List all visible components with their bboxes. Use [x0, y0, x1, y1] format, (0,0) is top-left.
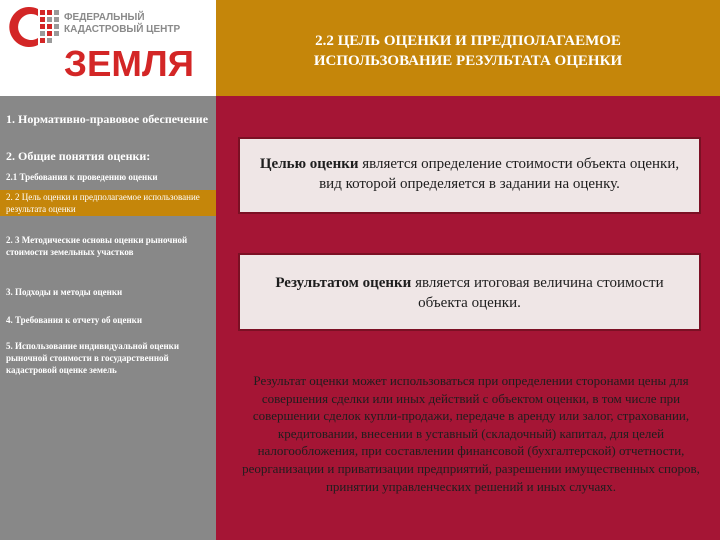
goal-definition-box [238, 137, 701, 214]
slide-title-line1: 2.2 ЦЕЛЬ ОЦЕНКИ И ПРЕДПОЛАГАЕМОЕ [315, 33, 621, 49]
sidebar-item-report[interactable]: 4. Требования к отчету об оценки [6, 315, 143, 325]
logo-graphic [0, 0, 216, 96]
result-definition-box [238, 253, 701, 331]
sidebar-item-concepts[interactable]: 2. Общие понятия оценки: [6, 149, 151, 163]
usage-paragraph: Результат оценки может использоваться при определении сторонами цены для совершения сделки или иных действий с объектом оценки, в том числе при совершении сделок купли-продажи, передаче в аренду или залог, страховании, кредитовании, внесении в уставный (складочный) капитал, для целей налогообложения, при составлении финансовой (бухгалтерской) отчетности, реорганизации и приватизации предприятий, разрешении имущественных споров, принятии управленческих решений и иных случаях. [242, 373, 700, 494]
goal-term: Целью оценки [259, 156, 359, 172]
result-term: Результатом оценки [275, 275, 412, 291]
logo-line2: КАДАСТРОВЫЙ ЦЕНТР [64, 24, 181, 35]
sidebar-item-methods-basis[interactable]: 2. 3 Методические основы оценки рыночной стоимости земельных участков [6, 235, 188, 257]
sidebar-item-approaches[interactable]: 3. Подходы и методы оценки [6, 287, 123, 297]
logo-emblem-icon [9, 7, 59, 47]
logo-brand: ЗЕМЛЯ [64, 43, 194, 84]
sidebar-item-legal[interactable]: 1. Нормативно-правовое обеспечение [6, 112, 209, 126]
sidebar-item-current-goal[interactable]: 2. 2 Цель оценки и предполагаемое использование результата оценки [0, 190, 216, 216]
sidebar-item-cadastral[interactable]: 5. Использование индивидуальной оценки рыночной стоимости в государственной кадастровой оценке земель [6, 341, 180, 375]
sidebar-item-requirements[interactable]: 2.1 Требования к проведению оценки [6, 172, 158, 182]
logo-line1: ФЕДЕРАЛЬНЫЙ [64, 12, 145, 23]
logo [0, 0, 216, 96]
slide-title [216, 31, 720, 71]
sidebar [0, 96, 216, 540]
result-text: является итоговая величина стоимости объекта оценки. [411, 275, 664, 311]
header-bar [216, 0, 720, 96]
slide-title-line2: ИСПОЛЬЗОВАНИЕ РЕЗУЛЬТАТА ОЦЕНКИ [313, 53, 623, 69]
goal-text: является определение стоимости объекта оценки, вид которой определяется в задании на оценку. [319, 156, 680, 192]
